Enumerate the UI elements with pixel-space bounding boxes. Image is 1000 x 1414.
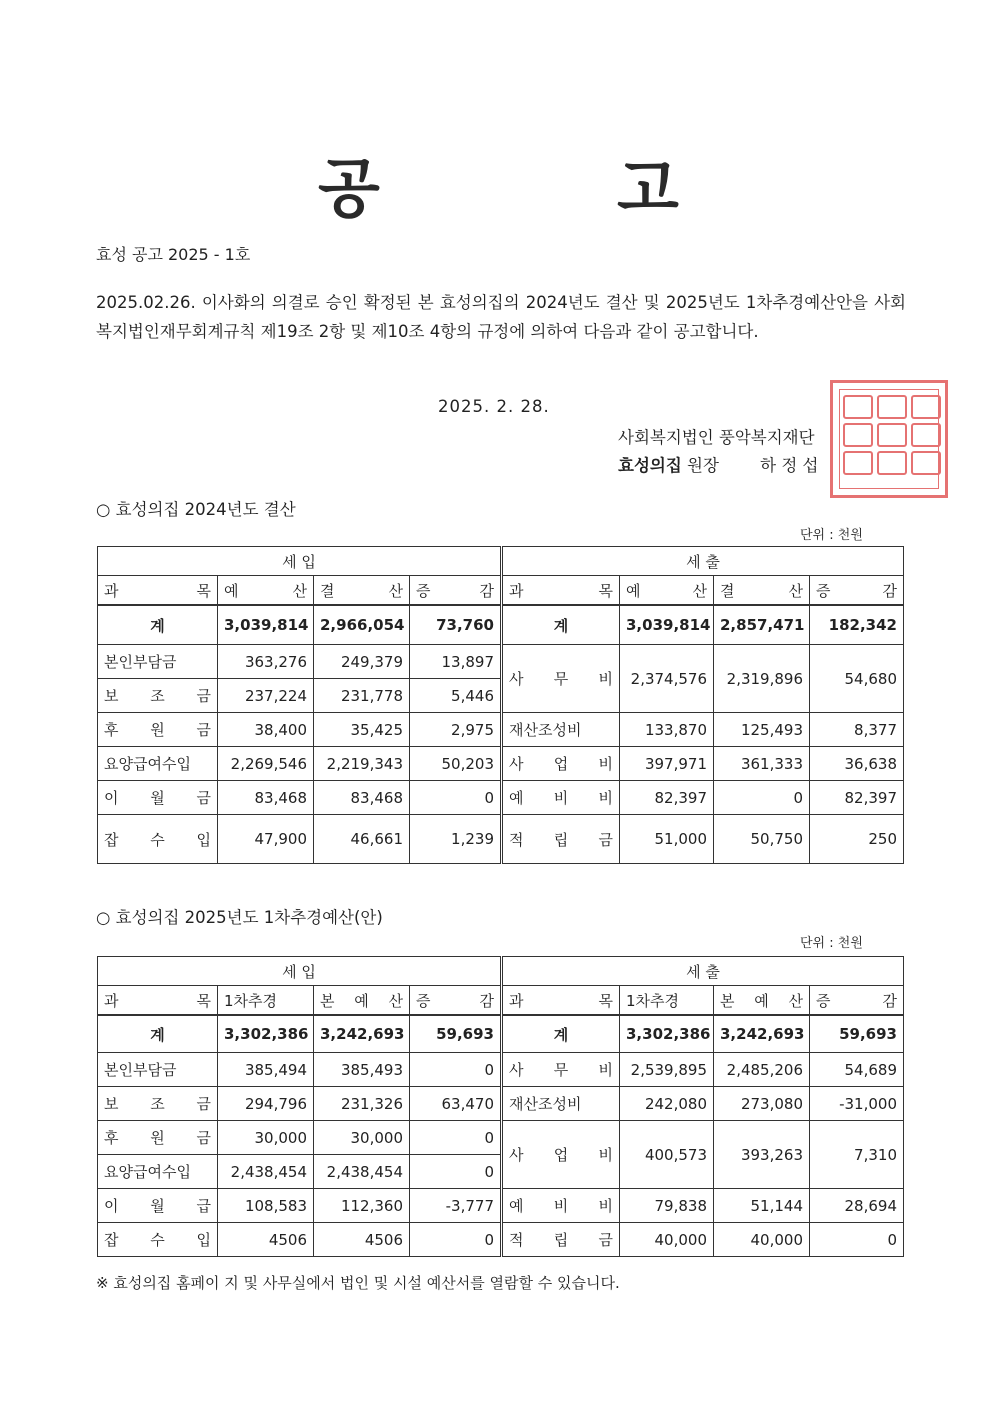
expense-total-cell: 3,242,693 bbox=[714, 1015, 810, 1053]
table-row bbox=[98, 1087, 904, 1121]
income-label: 본인부담금 bbox=[98, 645, 218, 679]
expense-cell: 2,539,895 bbox=[620, 1053, 714, 1087]
income-label: 보 조 금 bbox=[98, 1087, 218, 1121]
income-label: 요양급여수입 bbox=[98, 747, 218, 781]
expense-total-cell: 3,302,386 bbox=[620, 1015, 714, 1053]
income-cell: 13,897 bbox=[410, 645, 502, 679]
title-left: 공 bbox=[318, 153, 380, 227]
table-row bbox=[98, 645, 904, 679]
table-row bbox=[98, 747, 904, 781]
total-row bbox=[98, 605, 904, 645]
expense-cell: 397,971 bbox=[620, 747, 714, 781]
expense-cell: 242,080 bbox=[620, 1087, 714, 1121]
income-label: 잡 수 입 bbox=[98, 815, 218, 864]
section1-unit: 단위 : 천원 bbox=[800, 528, 863, 543]
column-header: 과 목 bbox=[98, 576, 218, 606]
expense-cell: 50,750 bbox=[714, 815, 810, 864]
notice-date: 2025. 2. 28. bbox=[438, 397, 550, 416]
expense-cell: 36,638 bbox=[810, 747, 904, 781]
column-header: 과 목 bbox=[502, 576, 620, 606]
income-cell: 4506 bbox=[314, 1223, 410, 1257]
income-label: 요양급여수입 bbox=[98, 1155, 218, 1189]
income-cell: 0 bbox=[410, 781, 502, 815]
income-cell: 0 bbox=[410, 1155, 502, 1189]
income-cell: 2,975 bbox=[410, 713, 502, 747]
income-cell: 4506 bbox=[218, 1223, 314, 1257]
seal-glyph bbox=[911, 423, 941, 447]
income-cell: 0 bbox=[410, 1121, 502, 1155]
signer-position: 원장 bbox=[687, 456, 719, 475]
income-cell: 5,446 bbox=[410, 679, 502, 713]
income-cell: 112,360 bbox=[314, 1189, 410, 1223]
expense-cell: -31,000 bbox=[810, 1087, 904, 1121]
signer-line bbox=[618, 452, 818, 476]
column-header: 예 산 bbox=[218, 576, 314, 606]
income-cell: 83,468 bbox=[218, 781, 314, 815]
income-cell: 231,326 bbox=[314, 1087, 410, 1121]
income-total-cell: 3,242,693 bbox=[314, 1015, 410, 1053]
expense-header: 세 출 bbox=[502, 957, 904, 986]
column-header: 증 감 bbox=[810, 986, 904, 1016]
income-cell: 46,661 bbox=[314, 815, 410, 864]
notice-body: 2025.02.26. 이사화의 의결로 승인 확정된 본 효성의집의 2024년도 결산 및 2025년도 1차추경예산안을 사회복지법인재무회계규칙 제19조 2항 및 제10조 4항의 규정에 의하여 다음과 같이 공고합니다. bbox=[96, 293, 906, 341]
column-header: 과 목 bbox=[502, 986, 620, 1016]
expense-cell: 82,397 bbox=[620, 781, 714, 815]
expense-cell: 2,374,576 bbox=[620, 645, 714, 713]
section2-unit: 단위 : 천원 bbox=[800, 936, 863, 951]
seal-glyph bbox=[877, 423, 907, 447]
seal-glyph bbox=[877, 395, 907, 419]
expense-cell: 40,000 bbox=[620, 1223, 714, 1257]
income-cell: 47,900 bbox=[218, 815, 314, 864]
income-cell: 2,438,454 bbox=[314, 1155, 410, 1189]
income-cell: 0 bbox=[410, 1223, 502, 1257]
income-cell: 363,276 bbox=[218, 645, 314, 679]
expense-label: 재산조성비 bbox=[502, 713, 620, 747]
expense-total-cell: 2,857,471 bbox=[714, 605, 810, 645]
column-header: 본 예 산 bbox=[314, 986, 410, 1016]
expense-cell: 79,838 bbox=[620, 1189, 714, 1223]
income-cell: 35,425 bbox=[314, 713, 410, 747]
column-header: 1차추경 bbox=[620, 986, 714, 1016]
column-header: 증 감 bbox=[810, 576, 904, 606]
income-label: 후 원 금 bbox=[98, 713, 218, 747]
income-total-cell: 3,039,814 bbox=[218, 605, 314, 645]
section2-title: ○ 효성의집 2025년도 1차추경예산(안) bbox=[96, 908, 383, 927]
income-cell: 294,796 bbox=[218, 1087, 314, 1121]
expense-cell: 250 bbox=[810, 815, 904, 864]
column-header: 증 감 bbox=[410, 986, 502, 1016]
total-label: 계 bbox=[98, 1015, 218, 1053]
footnote: ※ 효성의집 홈페이 지 및 사무실에서 법인 및 시설 예산서를 열람할 수 있습니다. bbox=[96, 1274, 620, 1292]
income-total-cell: 2,966,054 bbox=[314, 605, 410, 645]
income-label: 이 월 급 bbox=[98, 1189, 218, 1223]
table-row bbox=[98, 1223, 904, 1257]
expense-label: 적 립 금 bbox=[502, 815, 620, 864]
expense-total-cell: 3,039,814 bbox=[620, 605, 714, 645]
expense-cell: 0 bbox=[714, 781, 810, 815]
expense-cell: 54,689 bbox=[810, 1053, 904, 1087]
expense-label: 사 업 비 bbox=[502, 747, 620, 781]
expense-label: 예 비 비 bbox=[502, 781, 620, 815]
expense-cell: 40,000 bbox=[714, 1223, 810, 1257]
expense-cell: 361,333 bbox=[714, 747, 810, 781]
expense-cell: 133,870 bbox=[620, 713, 714, 747]
expense-cell: 393,263 bbox=[714, 1121, 810, 1189]
income-cell: 108,583 bbox=[218, 1189, 314, 1223]
column-header: 결 산 bbox=[314, 576, 410, 606]
expense-cell: 2,485,206 bbox=[714, 1053, 810, 1087]
expense-cell: 54,680 bbox=[810, 645, 904, 713]
income-cell: 237,224 bbox=[218, 679, 314, 713]
income-cell: 385,494 bbox=[218, 1053, 314, 1087]
expense-label: 예 비 비 bbox=[502, 1189, 620, 1223]
seal-glyph bbox=[843, 451, 873, 475]
settlement-table bbox=[97, 546, 904, 864]
income-cell: 2,269,546 bbox=[218, 747, 314, 781]
expense-cell: 51,000 bbox=[620, 815, 714, 864]
table-row bbox=[98, 713, 904, 747]
column-header: 결 산 bbox=[714, 576, 810, 606]
total-label: 계 bbox=[98, 605, 218, 645]
organization-name: 사회복지법인 풍악복지재단 bbox=[618, 428, 815, 447]
table-row bbox=[98, 1053, 904, 1087]
seal-glyph bbox=[911, 451, 941, 475]
expense-cell: 2,319,896 bbox=[714, 645, 810, 713]
income-cell: 38,400 bbox=[218, 713, 314, 747]
table-row bbox=[98, 1121, 904, 1155]
column-header: 본 예 산 bbox=[714, 986, 810, 1016]
income-cell: 249,379 bbox=[314, 645, 410, 679]
income-cell: 0 bbox=[410, 1053, 502, 1087]
title-right: 고 bbox=[617, 153, 679, 227]
expense-label: 재산조성비 bbox=[502, 1087, 620, 1121]
seal-glyph bbox=[877, 451, 907, 475]
expense-cell: 7,310 bbox=[810, 1121, 904, 1189]
column-header: 과 목 bbox=[98, 986, 218, 1016]
income-label: 보 조 금 bbox=[98, 679, 218, 713]
income-cell: 83,468 bbox=[314, 781, 410, 815]
income-cell: -3,777 bbox=[410, 1189, 502, 1223]
expense-label: 사 무 비 bbox=[502, 645, 620, 713]
table-row bbox=[98, 815, 904, 864]
income-label: 후 원 금 bbox=[98, 1121, 218, 1155]
total-row bbox=[98, 1015, 904, 1053]
expense-total-cell: 59,693 bbox=[810, 1015, 904, 1053]
expense-cell: 400,573 bbox=[620, 1121, 714, 1189]
signer-name: 하 정 섭 bbox=[760, 456, 819, 475]
income-cell: 30,000 bbox=[218, 1121, 314, 1155]
column-header: 1차추경 bbox=[218, 986, 314, 1016]
expense-cell: 0 bbox=[810, 1223, 904, 1257]
table-row bbox=[98, 781, 904, 815]
income-label: 잡 수 입 bbox=[98, 1223, 218, 1257]
seal-glyph bbox=[843, 395, 873, 419]
total-label: 계 bbox=[502, 1015, 620, 1053]
seal-glyph bbox=[843, 423, 873, 447]
income-cell: 231,778 bbox=[314, 679, 410, 713]
notice-number: 효성 공고 2025 - 1호 bbox=[96, 245, 251, 264]
income-total-cell: 73,760 bbox=[410, 605, 502, 645]
expense-label: 사 무 비 bbox=[502, 1053, 620, 1087]
notice-title bbox=[0, 138, 1000, 227]
total-label: 계 bbox=[502, 605, 620, 645]
income-cell: 385,493 bbox=[314, 1053, 410, 1087]
expense-cell: 51,144 bbox=[714, 1189, 810, 1223]
section1-title: ○ 효성의집 2024년도 결산 bbox=[96, 500, 296, 519]
column-header: 예 산 bbox=[620, 576, 714, 606]
expense-cell: 28,694 bbox=[810, 1189, 904, 1223]
signer-facility: 효성의집 bbox=[618, 456, 682, 475]
income-cell: 50,203 bbox=[410, 747, 502, 781]
column-header: 증 감 bbox=[410, 576, 502, 606]
expense-label: 사 업 비 bbox=[502, 1121, 620, 1189]
expense-total-cell: 182,342 bbox=[810, 605, 904, 645]
income-cell: 63,470 bbox=[410, 1087, 502, 1121]
income-header: 세 입 bbox=[98, 547, 502, 576]
expense-cell: 8,377 bbox=[810, 713, 904, 747]
expense-cell: 273,080 bbox=[714, 1087, 810, 1121]
table-row bbox=[98, 1189, 904, 1223]
income-total-cell: 3,302,386 bbox=[218, 1015, 314, 1053]
income-cell: 30,000 bbox=[314, 1121, 410, 1155]
income-total-cell: 59,693 bbox=[410, 1015, 502, 1053]
expense-cell: 82,397 bbox=[810, 781, 904, 815]
income-label: 본인부담금 bbox=[98, 1053, 218, 1087]
budget-table bbox=[97, 956, 904, 1257]
income-cell: 2,438,454 bbox=[218, 1155, 314, 1189]
income-label: 이 월 금 bbox=[98, 781, 218, 815]
seal-glyph bbox=[911, 395, 941, 419]
expense-header: 세 출 bbox=[502, 547, 904, 576]
expense-label: 적 립 금 bbox=[502, 1223, 620, 1257]
official-seal bbox=[830, 380, 948, 498]
income-cell: 1,239 bbox=[410, 815, 502, 864]
income-header: 세 입 bbox=[98, 957, 502, 986]
income-cell: 2,219,343 bbox=[314, 747, 410, 781]
expense-cell: 125,493 bbox=[714, 713, 810, 747]
